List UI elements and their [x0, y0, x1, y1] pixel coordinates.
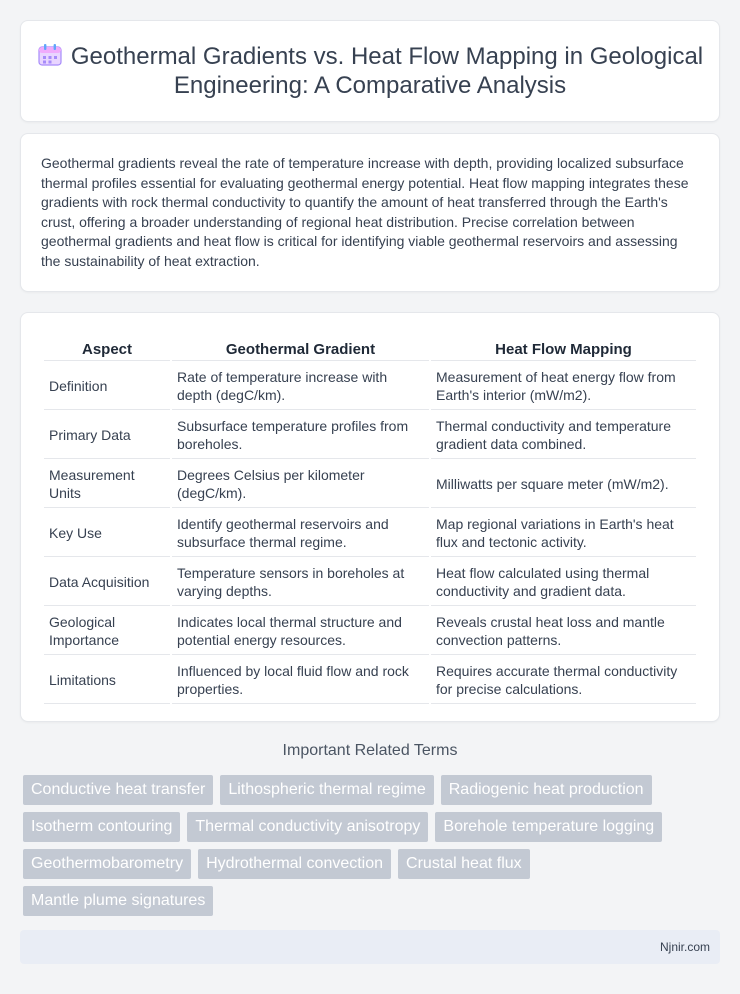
cell-aspect: Definition: [44, 363, 170, 410]
related-terms-list: [23, 775, 703, 916]
table-row: [44, 510, 696, 557]
cell-aspect: Data Acquisition: [44, 559, 170, 606]
cell-gradient: Influenced by local fluid flow and rock properties.: [172, 657, 429, 704]
intro-paragraph: Geothermal gradients reveal the rate of temperature increase with depth, providing localized subsurface thermal profiles essential for evaluating geothermal energy potential. Heat flow mapping integrates these gradients with rock thermal conductivity to quantify the amount of heat transferred through the Earth's crust, offering a broader understanding of regional heat distribution. Precise correlation between geothermal gradients and heat flow is critical for identifying viable geothermal reservoirs and assessing the sustainability of heat extraction.: [41, 155, 689, 269]
related-term-tag[interactable]: Lithospheric thermal regime: [220, 775, 433, 805]
intro-card: [20, 133, 720, 292]
footer: [20, 930, 720, 964]
table-row: [44, 461, 696, 508]
cell-heat-flow: Measurement of heat energy flow from Earth's interior (mW/m2).: [431, 363, 696, 410]
comparison-table-card: [20, 312, 720, 722]
page-title-text: Geothermal Gradients vs. Heat Flow Mapping in Geological Engineering: A Comparative Analysis: [70, 43, 704, 99]
cell-heat-flow: Heat flow calculated using thermal conductivity and gradient data.: [431, 559, 696, 606]
related-terms-title: Important Related Terms: [282, 742, 458, 759]
cell-gradient: Subsurface temperature profiles from boreholes.: [172, 412, 429, 459]
table-row: [44, 559, 696, 606]
footer-site-link[interactable]: Njnir.com: [659, 940, 710, 954]
cell-heat-flow: Reveals crustal heat loss and mantle convection patterns.: [431, 608, 696, 655]
cell-aspect: Primary Data: [44, 412, 170, 459]
cell-gradient: Indicates local thermal structure and potential energy resources.: [172, 608, 429, 655]
cell-heat-flow: Milliwatts per square meter (mW/m2).: [431, 461, 696, 508]
cell-gradient: Identify geothermal reservoirs and subsurface thermal regime.: [172, 510, 429, 557]
title-card: [20, 20, 720, 122]
page-title: [21, 42, 719, 100]
cell-heat-flow: Requires accurate thermal conductivity for precise calculations.: [431, 657, 696, 704]
table-header-row: [44, 335, 696, 361]
related-term-tag[interactable]: Mantle plume signatures: [23, 886, 213, 916]
table-row: [44, 412, 696, 459]
table-row: [44, 657, 696, 704]
cell-aspect: Limitations: [44, 657, 170, 704]
comparison-table: [42, 333, 698, 706]
cell-gradient: Temperature sensors in boreholes at varying depths.: [172, 559, 429, 606]
calendar-icon: [37, 43, 63, 67]
related-term-tag[interactable]: Thermal conductivity anisotropy: [187, 812, 428, 842]
related-term-tag[interactable]: Borehole temperature logging: [435, 812, 662, 842]
header-aspect: Aspect: [44, 335, 170, 361]
related-term-tag[interactable]: Conductive heat transfer: [23, 775, 213, 805]
cell-heat-flow: Thermal conductivity and temperature gradient data combined.: [431, 412, 696, 459]
table-row: [44, 363, 696, 410]
header-heat-flow-mapping: Heat Flow Mapping: [431, 335, 696, 361]
related-term-tag[interactable]: Isotherm contouring: [23, 812, 180, 842]
related-term-tag[interactable]: Crustal heat flux: [398, 849, 530, 879]
table-row: [44, 608, 696, 655]
cell-gradient: Rate of temperature increase with depth (degC/km).: [172, 363, 429, 410]
cell-gradient: Degrees Celsius per kilometer (degC/km).: [172, 461, 429, 508]
header-geothermal-gradient: Geothermal Gradient: [172, 335, 429, 361]
related-term-tag[interactable]: Radiogenic heat production: [441, 775, 652, 805]
cell-aspect: Key Use: [44, 510, 170, 557]
cell-heat-flow: Map regional variations in Earth's heat flux and tectonic activity.: [431, 510, 696, 557]
related-term-tag[interactable]: Geothermobarometry: [23, 849, 191, 879]
cell-aspect: Geological Importance: [44, 608, 170, 655]
related-term-tag[interactable]: Hydrothermal convection: [198, 849, 391, 879]
cell-aspect: Measurement Units: [44, 461, 170, 508]
